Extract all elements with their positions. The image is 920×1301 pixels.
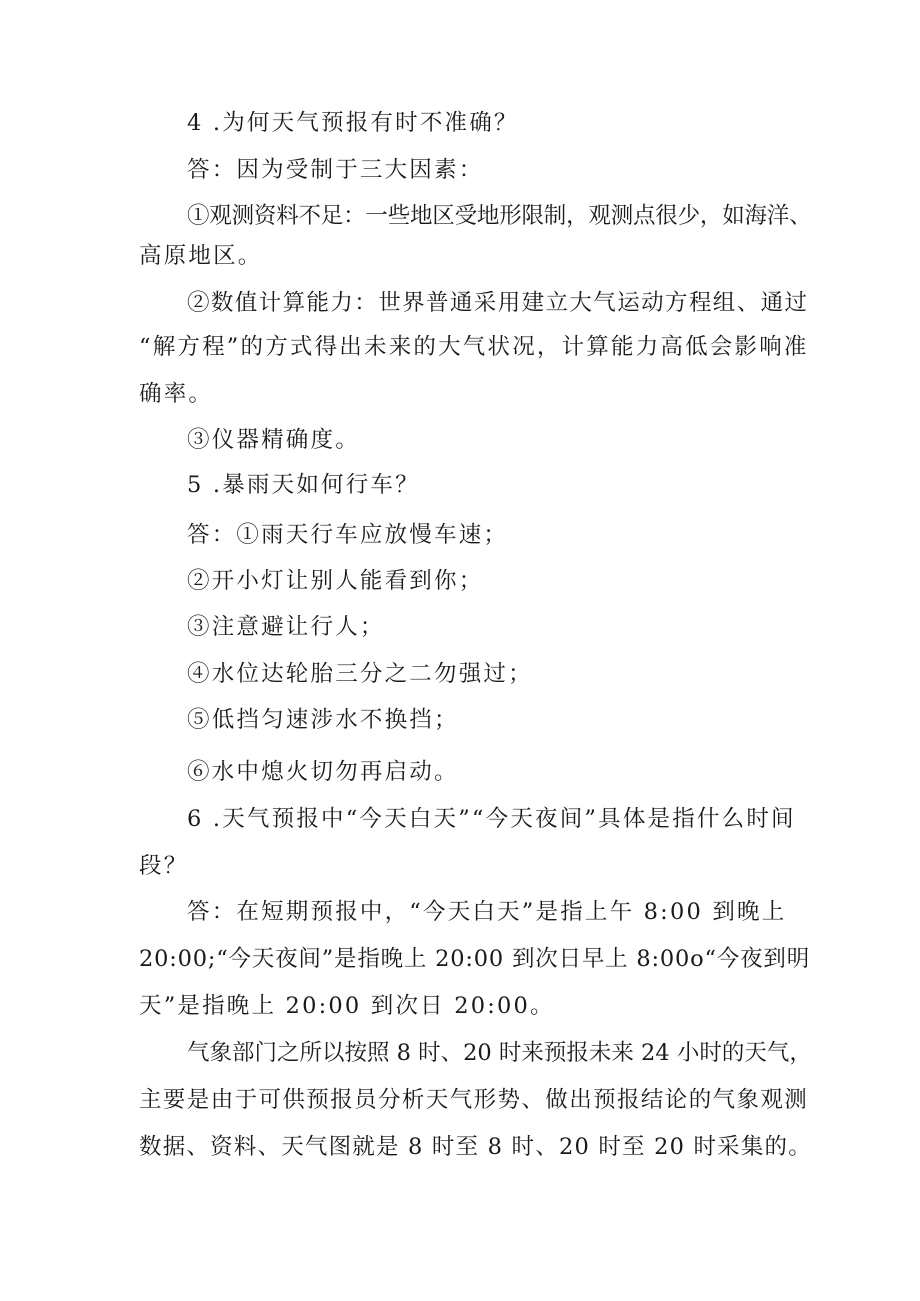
paragraph-line-3: 数据、资料、天气图就是 8 时至 8 时、20 时至 20 时采集的。 [139, 1134, 812, 1160]
answer-4-intro: 答：因为受制于三大因素： [187, 157, 484, 183]
question-6-heading-cont: 段？ [139, 853, 189, 879]
answer-6-line-3: 天”是指晚上 20:00 到次日 20:00。 [139, 993, 555, 1019]
answer-4-point-2: ②数值计算能力：世界普通采用建立大气运动方程组、通过 [187, 290, 809, 316]
answer-4-point-1-cont: 高原地区。 [139, 243, 263, 269]
paragraph-line-1: 气象部门之所以按照 8 时、20 时来预报未来 24 小时的天气， [187, 1040, 812, 1066]
answer-5-point-5: ⑤低挡匀速涉水不换挡； [187, 707, 459, 733]
answer-5-point-1: 答：①雨天行车应放慢车速； [187, 522, 509, 548]
answer-5-point-4: ④水位达轮胎三分之二勿强过； [187, 661, 533, 687]
paragraph-line-2: 主要是由于可供预报员分析天气形势、做出预报结论的气象观测 [139, 1087, 809, 1113]
answer-5-point-3: ③注意避让行人； [187, 614, 385, 640]
answer-5-point-2: ②开小灯让别人能看到你； [187, 568, 484, 594]
answer-4-point-1: ①观测资料不足：一些地区受地形限制，观测点很少，如海洋、 [187, 203, 812, 229]
answer-5-point-6: ⑥水中熄火切勿再启动。 [187, 759, 459, 785]
answer-4-point-3: ③仪器精确度。 [187, 427, 360, 453]
answer-6-line-1: 答：在短期预报中，“今天白天”是指上午 8:00 到晚上 [187, 899, 787, 925]
answer-6-line-2: 20:00;“今天夜间”是指晚上 20:00 到次日早上 8:00o“今夜到明 [139, 946, 811, 972]
question-5-heading: 5 .暴雨天如何行车？ [187, 472, 420, 498]
question-6-heading: 6 .天气预报中“今天白天”“今天夜间”具体是指什么时间 [187, 806, 796, 832]
answer-4-point-2-cont-2: 确率。 [139, 381, 214, 407]
answer-4-point-2-cont-1: “解方程”的方式得出未来的大气状况，计算能力高低会影响准 [139, 334, 809, 360]
question-4-heading: 4 .为何天气预报有时不准确？ [187, 110, 519, 136]
